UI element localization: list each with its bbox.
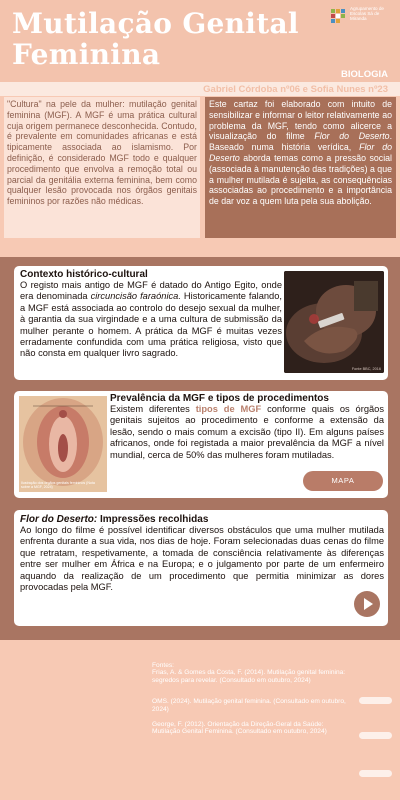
- context-title: Contexto histórico-cultural: [20, 269, 148, 280]
- mgf-types-link[interactable]: tipos de MGF: [195, 404, 262, 414]
- school-logo-icon: [330, 7, 348, 27]
- play-video-button[interactable]: [354, 591, 380, 617]
- intro-definition: "Cultura" na pele da mulher: mutilação genital feminina (MGF). A MGF é uma prática cultural cuja origem permanece desconhecida. Contudo, é prevalente em comunidades africanas e está tipicamente associada ao islamismo. Por definição, é considerado MGF todo e qualquer procedimento que envolva a remoção total ou parcial da genitália externa feminina, bem como qualquer lesão provocada nos órgãos genitais femininos por razões não médicas.: [4, 97, 200, 238]
- film-title: Flor do Deserto: [209, 142, 392, 163]
- impressions-text: Ao longo do filme é possível identificar diversos obstáculos que uma mulher mutilada enfrenta durante a sua vida, nos dias de hoje. Foram selecionadas duas cenas do filme que retratam, respetivamente, a tomada de consciência relativamente às diferenças entre ser mulher em África e na Europa; e o julgamento por parte de um enfermeiro aquando da realização de um procedimento que permitia minimizar as dores provocadas pela MGF.: [20, 525, 384, 593]
- prevalence-text: [110, 404, 384, 461]
- prevalence-card: [14, 391, 388, 498]
- sources-label: Fontes:: [152, 662, 174, 669]
- intro-purpose: [205, 97, 396, 238]
- sources: [152, 662, 352, 744]
- authors: Gabriel Córdoba nº06 e Sofia Nunes nº23: [203, 84, 388, 95]
- hands-photo-image: [284, 271, 384, 373]
- intro-purpose-text-b: . Baseado numa história verídica,: [209, 131, 393, 153]
- anatomy-illustration: [19, 396, 107, 492]
- subject-label: BIOLOGIA: [341, 69, 388, 80]
- map-button[interactable]: MAPA: [303, 471, 383, 491]
- school-name: Agrupamento de Escolas Sá de Miranda: [350, 6, 384, 22]
- school-logo: [330, 6, 392, 32]
- impressions-card: [14, 510, 388, 626]
- context-text: [20, 280, 282, 360]
- source-item: OMS. (2024). Mutilação genital feminina. (Consultado em outubro, 2024): [152, 698, 346, 713]
- film-title: Flor do Deserto: [314, 131, 390, 142]
- intro-purpose-text-a: Este cartaz foi elaborado com intuito de sensibilizar e informar o leitor relativamente ao problema da MGF, tendo como alicerce a visualização do filme: [209, 99, 392, 142]
- source-item: George, F. (2012). Orientação da Direção-Geral da Saúde: Mutilação Genital Feminina. (Consultado em outubro, 2024): [152, 721, 327, 736]
- intro-purpose-text-c: aborda temas como a pressão social (associada à manutenção das tradições) a que a mulher mutilada é sujeita, as consequências associadas ao procedimento e a importância de dar voz a quem luta pela sua abolição.: [209, 152, 392, 207]
- illustration-caption: Ilustração dos órgãos genitais femininos (Nota sobre a MGF, 2024): [21, 481, 95, 489]
- context-text-b: Historicamente falando, a MGF está associada ao controlo do desejo sexual da mulher, à garantia da sua virgindade e a uma cultura de submissão da mulher perante o homem. A prática da MGF é muitas vezes erradamente confundida com uma prática religiosa, visto que não consta em qualquer livro sagrado.: [20, 291, 282, 359]
- photo-credit: Fonte BBC, 2016: [351, 367, 381, 371]
- prevalence-text-b: conforme quais os órgãos genitais sujeitos ao procedimento e conforme a extensão da lesão, sendo o mais comum a excisão (tipo II). Em alguns países africanos, onde foi registada a maior prevalência da MGF a nível mundial, cerca de 50% das mulheres foram mutiladas.: [110, 404, 384, 460]
- context-text-a: O registo mais antigo de MGF é datado do Antigo Egito, onde era denominada: [20, 280, 282, 302]
- impressions-title-rest: Impressões recolhidas: [97, 514, 209, 525]
- anatomy-illustration-image: [19, 396, 107, 492]
- poster-title: Mutilação Genital Feminina: [12, 7, 299, 71]
- impressions-title-film: Flor do Deserto:: [20, 514, 98, 525]
- impressions-title: [20, 514, 384, 525]
- source-link-button[interactable]: [359, 770, 392, 777]
- context-body: [20, 269, 282, 360]
- context-text-em: circuncisão faraónica.: [90, 291, 181, 302]
- prevalence-body: [110, 393, 384, 461]
- header: [0, 0, 400, 82]
- source-link-button[interactable]: [359, 732, 392, 739]
- hands-photo: [284, 271, 384, 373]
- source-item: Frias, A. & Gomes da Costa, F. (2014). Mutilação genital feminina: segredos para revelar. (Consultado em outubro, 2024): [152, 669, 346, 684]
- source-link-button[interactable]: [359, 697, 392, 704]
- impressions-body: [20, 514, 384, 593]
- context-card: [14, 266, 388, 380]
- prevalence-text-a: Existem diferentes: [110, 404, 196, 414]
- prevalence-title: Prevalência da MGF e tipos de procedimentos: [110, 393, 329, 404]
